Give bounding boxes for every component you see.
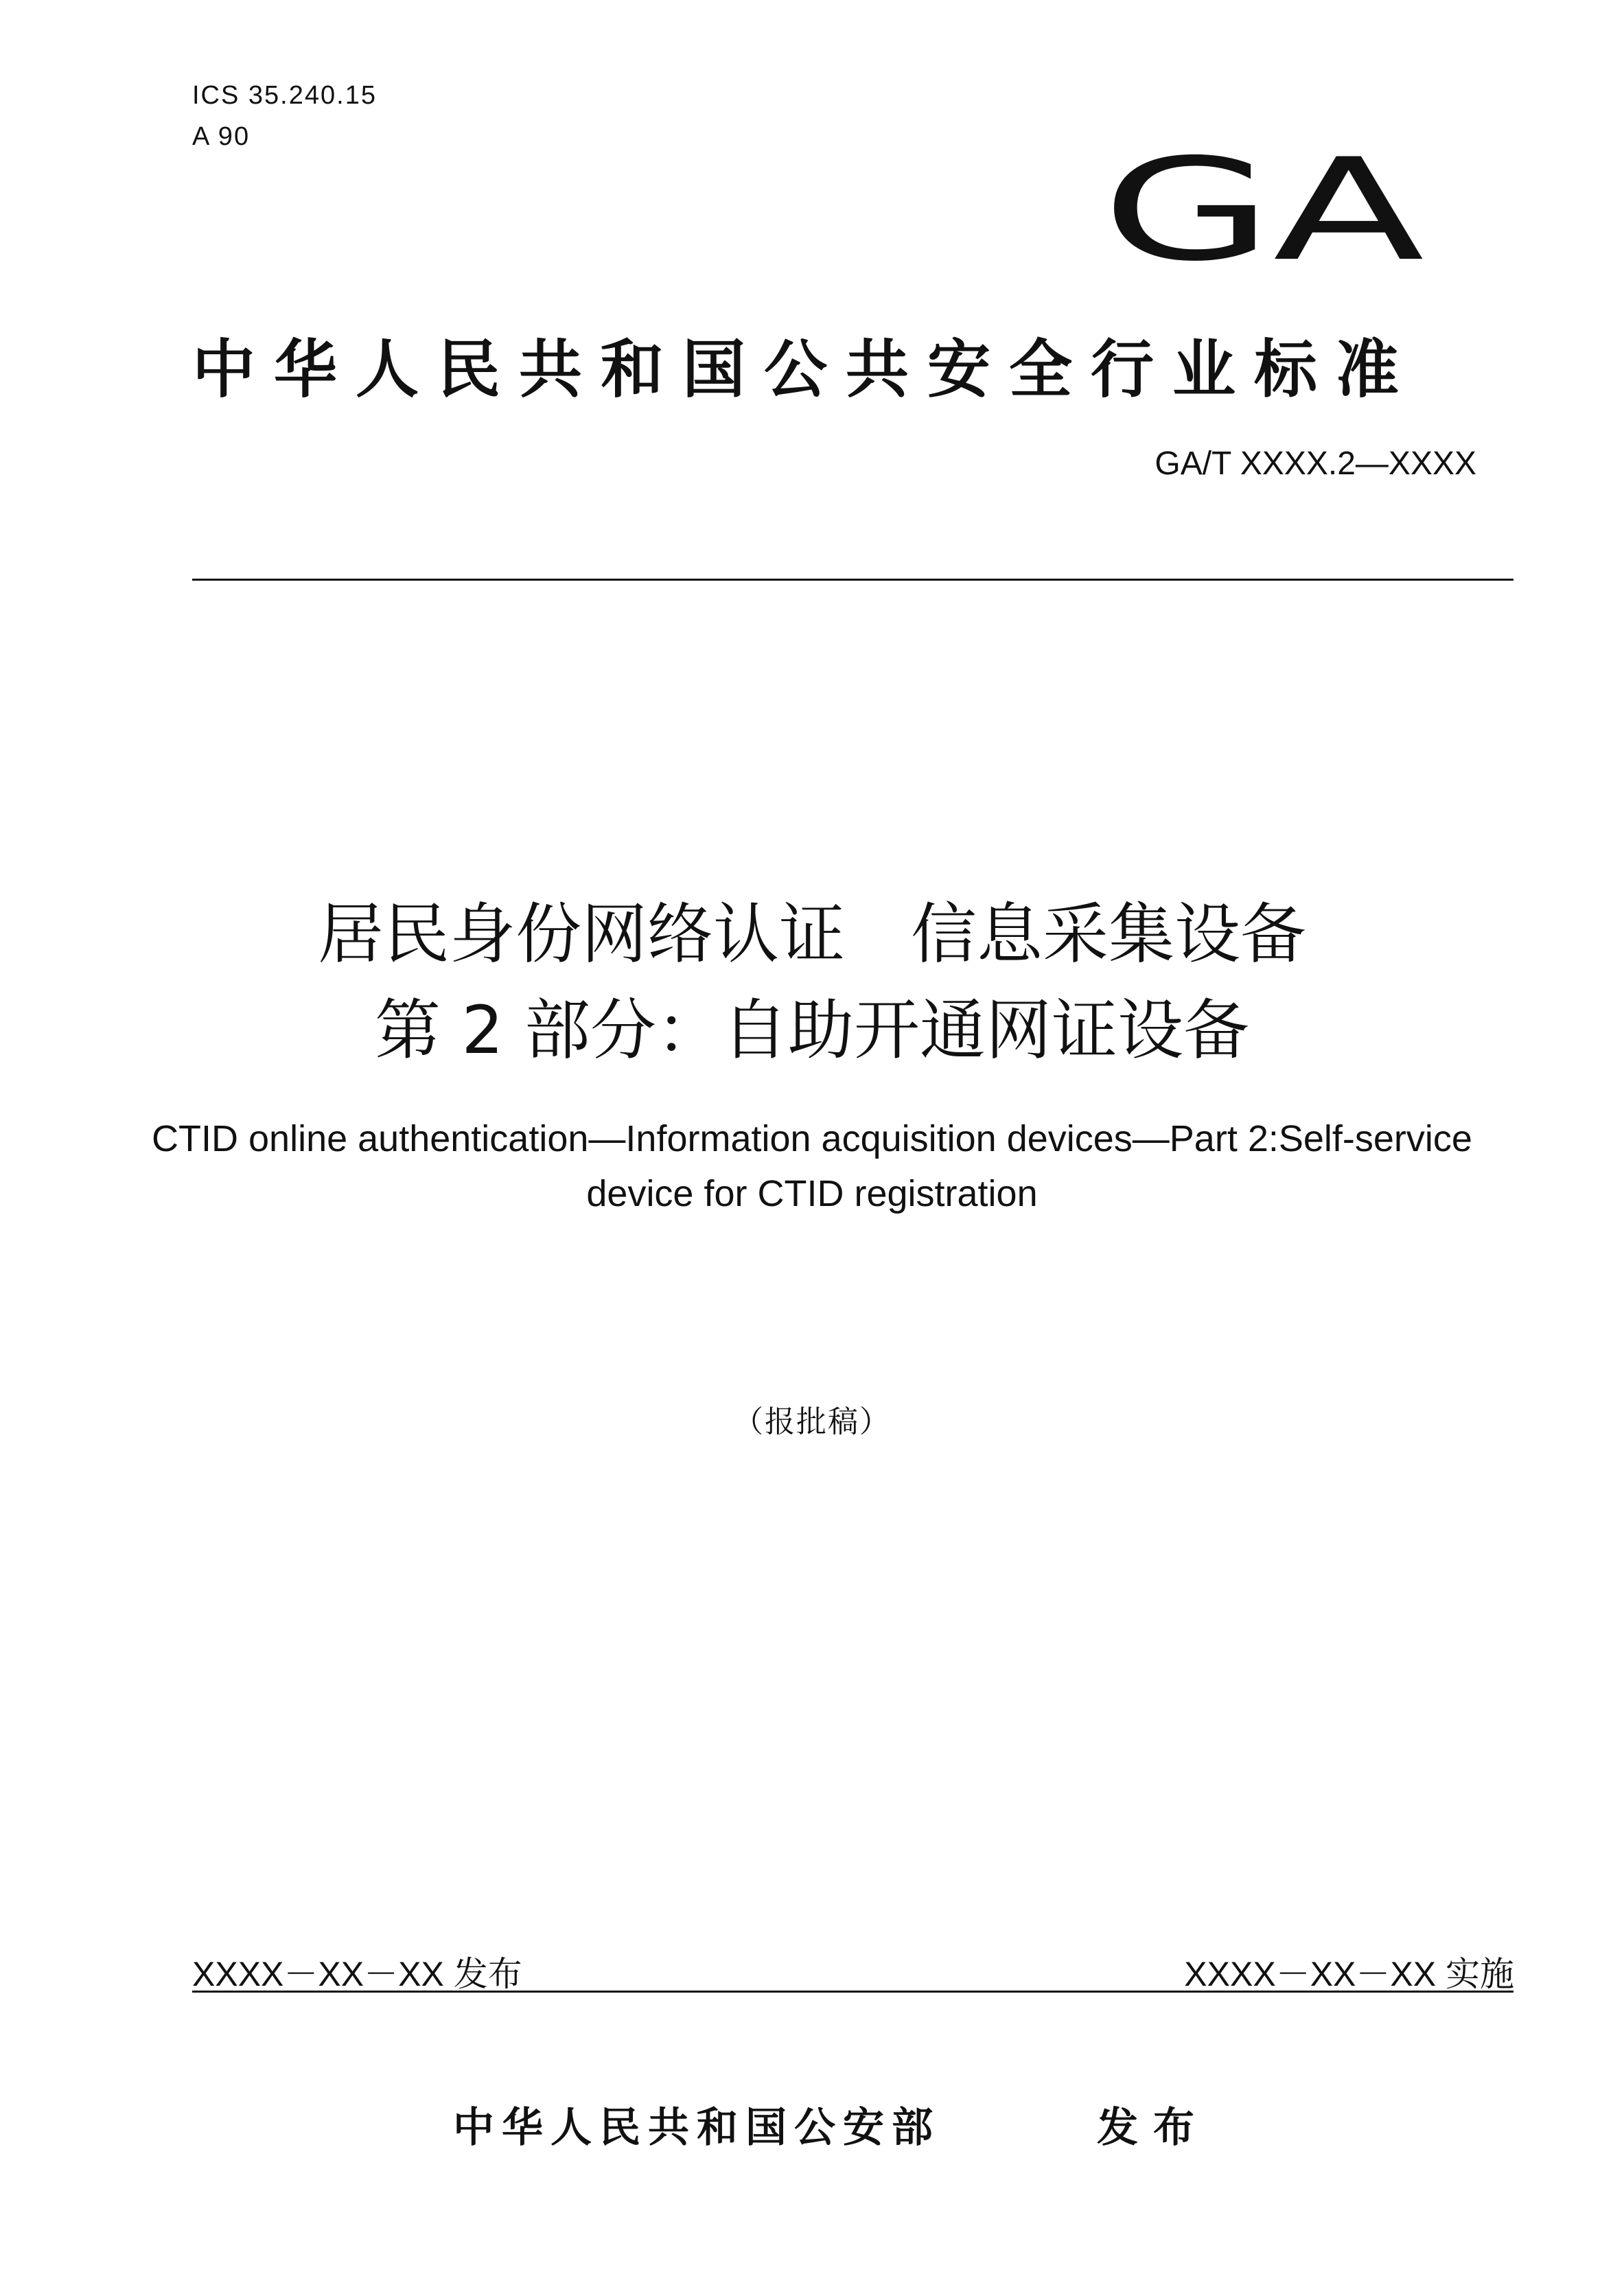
ga-logo [1091, 148, 1435, 268]
ga-logo-text: GA [1102, 148, 1424, 268]
header-divider [192, 579, 1513, 581]
draft-stage-label: （报批稿） [733, 1404, 891, 1439]
title-cn-line-1: 居民身份网络认证 信息采集设备 [318, 896, 1306, 973]
issuer-name: 中华人民共和国公安部 [453, 2104, 940, 2152]
footer-divider [192, 1991, 1513, 1993]
issue-date: XXXX－XX－XX 发布 [192, 1955, 522, 1993]
title-cn-line-2: 第 2 部分：自助开通网证设备 [374, 992, 1250, 1069]
title-en-line-1: CTID online authentication—Information acquisition devices—Part 2:Self-service [152, 1118, 1472, 1159]
ccs-code: A 90 [192, 122, 251, 151]
ics-code: ICS 35.240.15 [192, 81, 377, 110]
standard-category: 中华人民共和国公共安全行业标准 [192, 333, 1418, 406]
issue-word: 发布 [1097, 2104, 1209, 2152]
implement-date: XXXX－XX－XX 实施 [1184, 1955, 1514, 1993]
standard-number: GA/T XXXX.2—XXXX [1155, 445, 1476, 482]
title-en-line-2: device for CTID registration [586, 1173, 1038, 1214]
